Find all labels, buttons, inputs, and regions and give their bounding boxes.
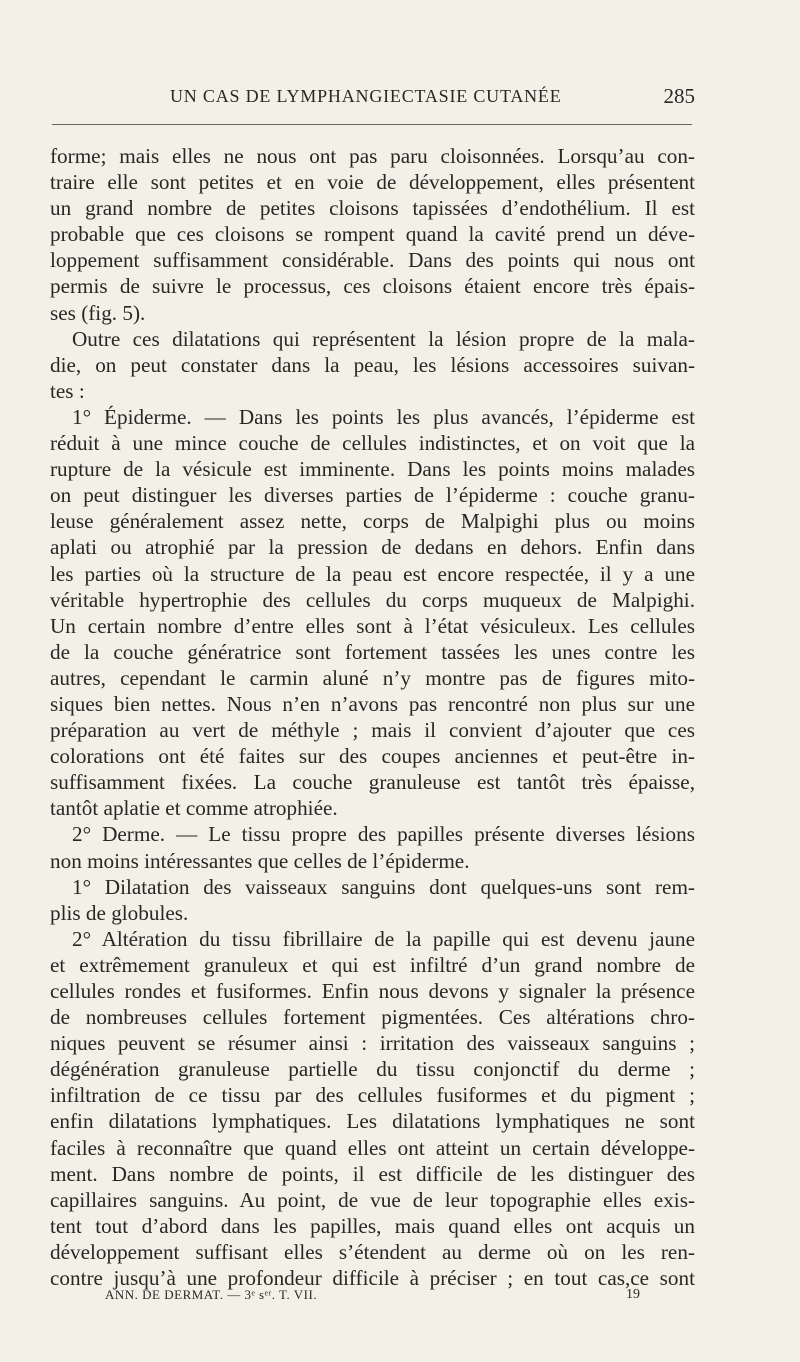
- page-number: 285: [663, 84, 695, 108]
- text-line: préparation au vert de méthyle ; mais il convient d’ajouter que ces: [50, 718, 695, 743]
- text-line: réduit à une mince couche de cellules indistinctes, et on voit que la: [50, 431, 695, 456]
- text-line: capillaires sanguins. Au point, de vue de leur topographie elles exis-: [50, 1187, 695, 1212]
- text-line: 1° Épiderme. — Dans les points les plus avancés, l’épiderme est: [72, 404, 695, 429]
- text-line: et extrêmement granuleux et qui est infiltré d’un grand nombre de: [50, 952, 695, 977]
- text-line: die, on peut constater dans la peau, les lésions accessoires suivan-: [50, 352, 695, 377]
- text-line: Un certain nombre d’entre elles sont à l’état vésiculeux. Les cellules: [50, 613, 695, 638]
- text-line: suffisamment fixées. La couche granuleuse est tantôt très épaisse,: [50, 770, 695, 795]
- text-line: probable que ces cloisons se rompent quand la cavité prend un déve-: [50, 222, 695, 247]
- text-line: leuse généralement assez nette, corps de Malpighi plus ou moins: [50, 509, 695, 534]
- text-line: 1° Dilatation des vaisseaux sanguins dont quelques-uns sont rem-: [72, 874, 695, 899]
- text-line: permis de suivre le processus, ces cloisons étaient encore très épais-: [50, 274, 695, 299]
- text-line: rupture de la vésicule est imminente. Dans les points moins malades: [50, 457, 695, 482]
- text-line: loppement suffisamment considérable. Dans des points qui nous ont: [50, 248, 695, 273]
- text-line: 2° Altération du tissu fibrillaire de la papille qui est devenu jaune: [72, 926, 695, 951]
- text-line: véritable hypertrophie des cellules du corps muqueux de Malpighi.: [50, 587, 695, 612]
- text-line: siques bien nettes. Nous n’en n’avons pas rencontré non plus sur une: [50, 691, 695, 716]
- text-line: tes :: [50, 378, 85, 403]
- text-line: tantôt aplatie et comme atrophiée.: [50, 796, 338, 821]
- text-line: autres, cependant le carmin aluné n’y montre pas de figures mito-: [50, 665, 695, 690]
- text-line: ment. Dans nombre de points, il est difficile de les distinguer des: [50, 1161, 695, 1186]
- text-line: un grand nombre de petites cloisons tapissées d’endothélium. Il est: [50, 196, 695, 221]
- text-line: plis de globules.: [50, 900, 189, 925]
- text-line: forme; mais elles ne nous ont pas paru cloisonnées. Lorsqu’au con-: [50, 144, 695, 168]
- text-line: niques peuvent se résumer ainsi : irritation des vaisseaux sanguins ;: [50, 1031, 695, 1056]
- signature-mark: 19: [626, 1287, 640, 1302]
- text-line: ses (fig. 5).: [50, 300, 146, 325]
- journal-reference: ANN. DE DERMAT. — 3ᵉ sᵉʳ. T. VII.: [105, 1287, 318, 1302]
- text-line: infiltration de ce tissu par des cellules fusiformes et du pigment ;: [50, 1083, 695, 1108]
- text-line: traire elle sont petites et en voie de développement, elles présentent: [50, 170, 695, 195]
- body-text: [50, 143, 695, 1291]
- running-title: UN CAS DE LYMPHANGIECTASIE CUTANÉE: [170, 86, 562, 106]
- text-line: enfin dilatations lymphatiques. Les dilatations lymphatiques ne sont: [50, 1109, 695, 1134]
- text-line: aplati ou atrophié par la pression de dedans en dehors. Enfin dans: [50, 535, 695, 560]
- text-line: développement suffisant elles s’étendent au derme où on les ren-: [50, 1239, 695, 1264]
- text-line: dégénération granuleuse partielle du tissu conjonctif du derme ;: [50, 1057, 695, 1082]
- text-line: cellules rondes et fusiformes. Enfin nous devons y signaler la présence: [50, 979, 695, 1003]
- text-line: les parties où la structure de la peau est encore respectée, il y a une: [50, 561, 695, 586]
- text-line: on peut distinguer les diverses parties de l’épiderme : couche granu-: [50, 483, 695, 508]
- page-header: [50, 86, 695, 116]
- text-line: faciles à reconnaître que quand elles ont atteint un certain développe-: [50, 1135, 695, 1160]
- text-line: 2° Derme. — Le tissu propre des papilles présente diverses lésions: [72, 822, 695, 847]
- header-rule: [52, 124, 692, 125]
- text-line: Outre ces dilatations qui représentent la lésion propre de la mala-: [72, 326, 695, 351]
- page-footer: [105, 1287, 640, 1309]
- text-line: non moins intéressantes que celles de l’épiderme.: [50, 848, 470, 873]
- text-line: tent tout d’abord dans les papilles, mais quand elles ont acquis un: [50, 1213, 695, 1238]
- text-line: contre jusqu’à une profondeur difficile à préciser ; en tout cas,ce sont: [50, 1266, 695, 1291]
- text-line: de la couche génératrice sont fortement tassées les unes contre les: [50, 639, 695, 664]
- text-line: de nombreuses cellules fortement pigmentées. Ces altérations chro-: [50, 1005, 695, 1030]
- text-line: colorations ont été faites sur des coupes anciennes et peut-être in-: [50, 744, 695, 769]
